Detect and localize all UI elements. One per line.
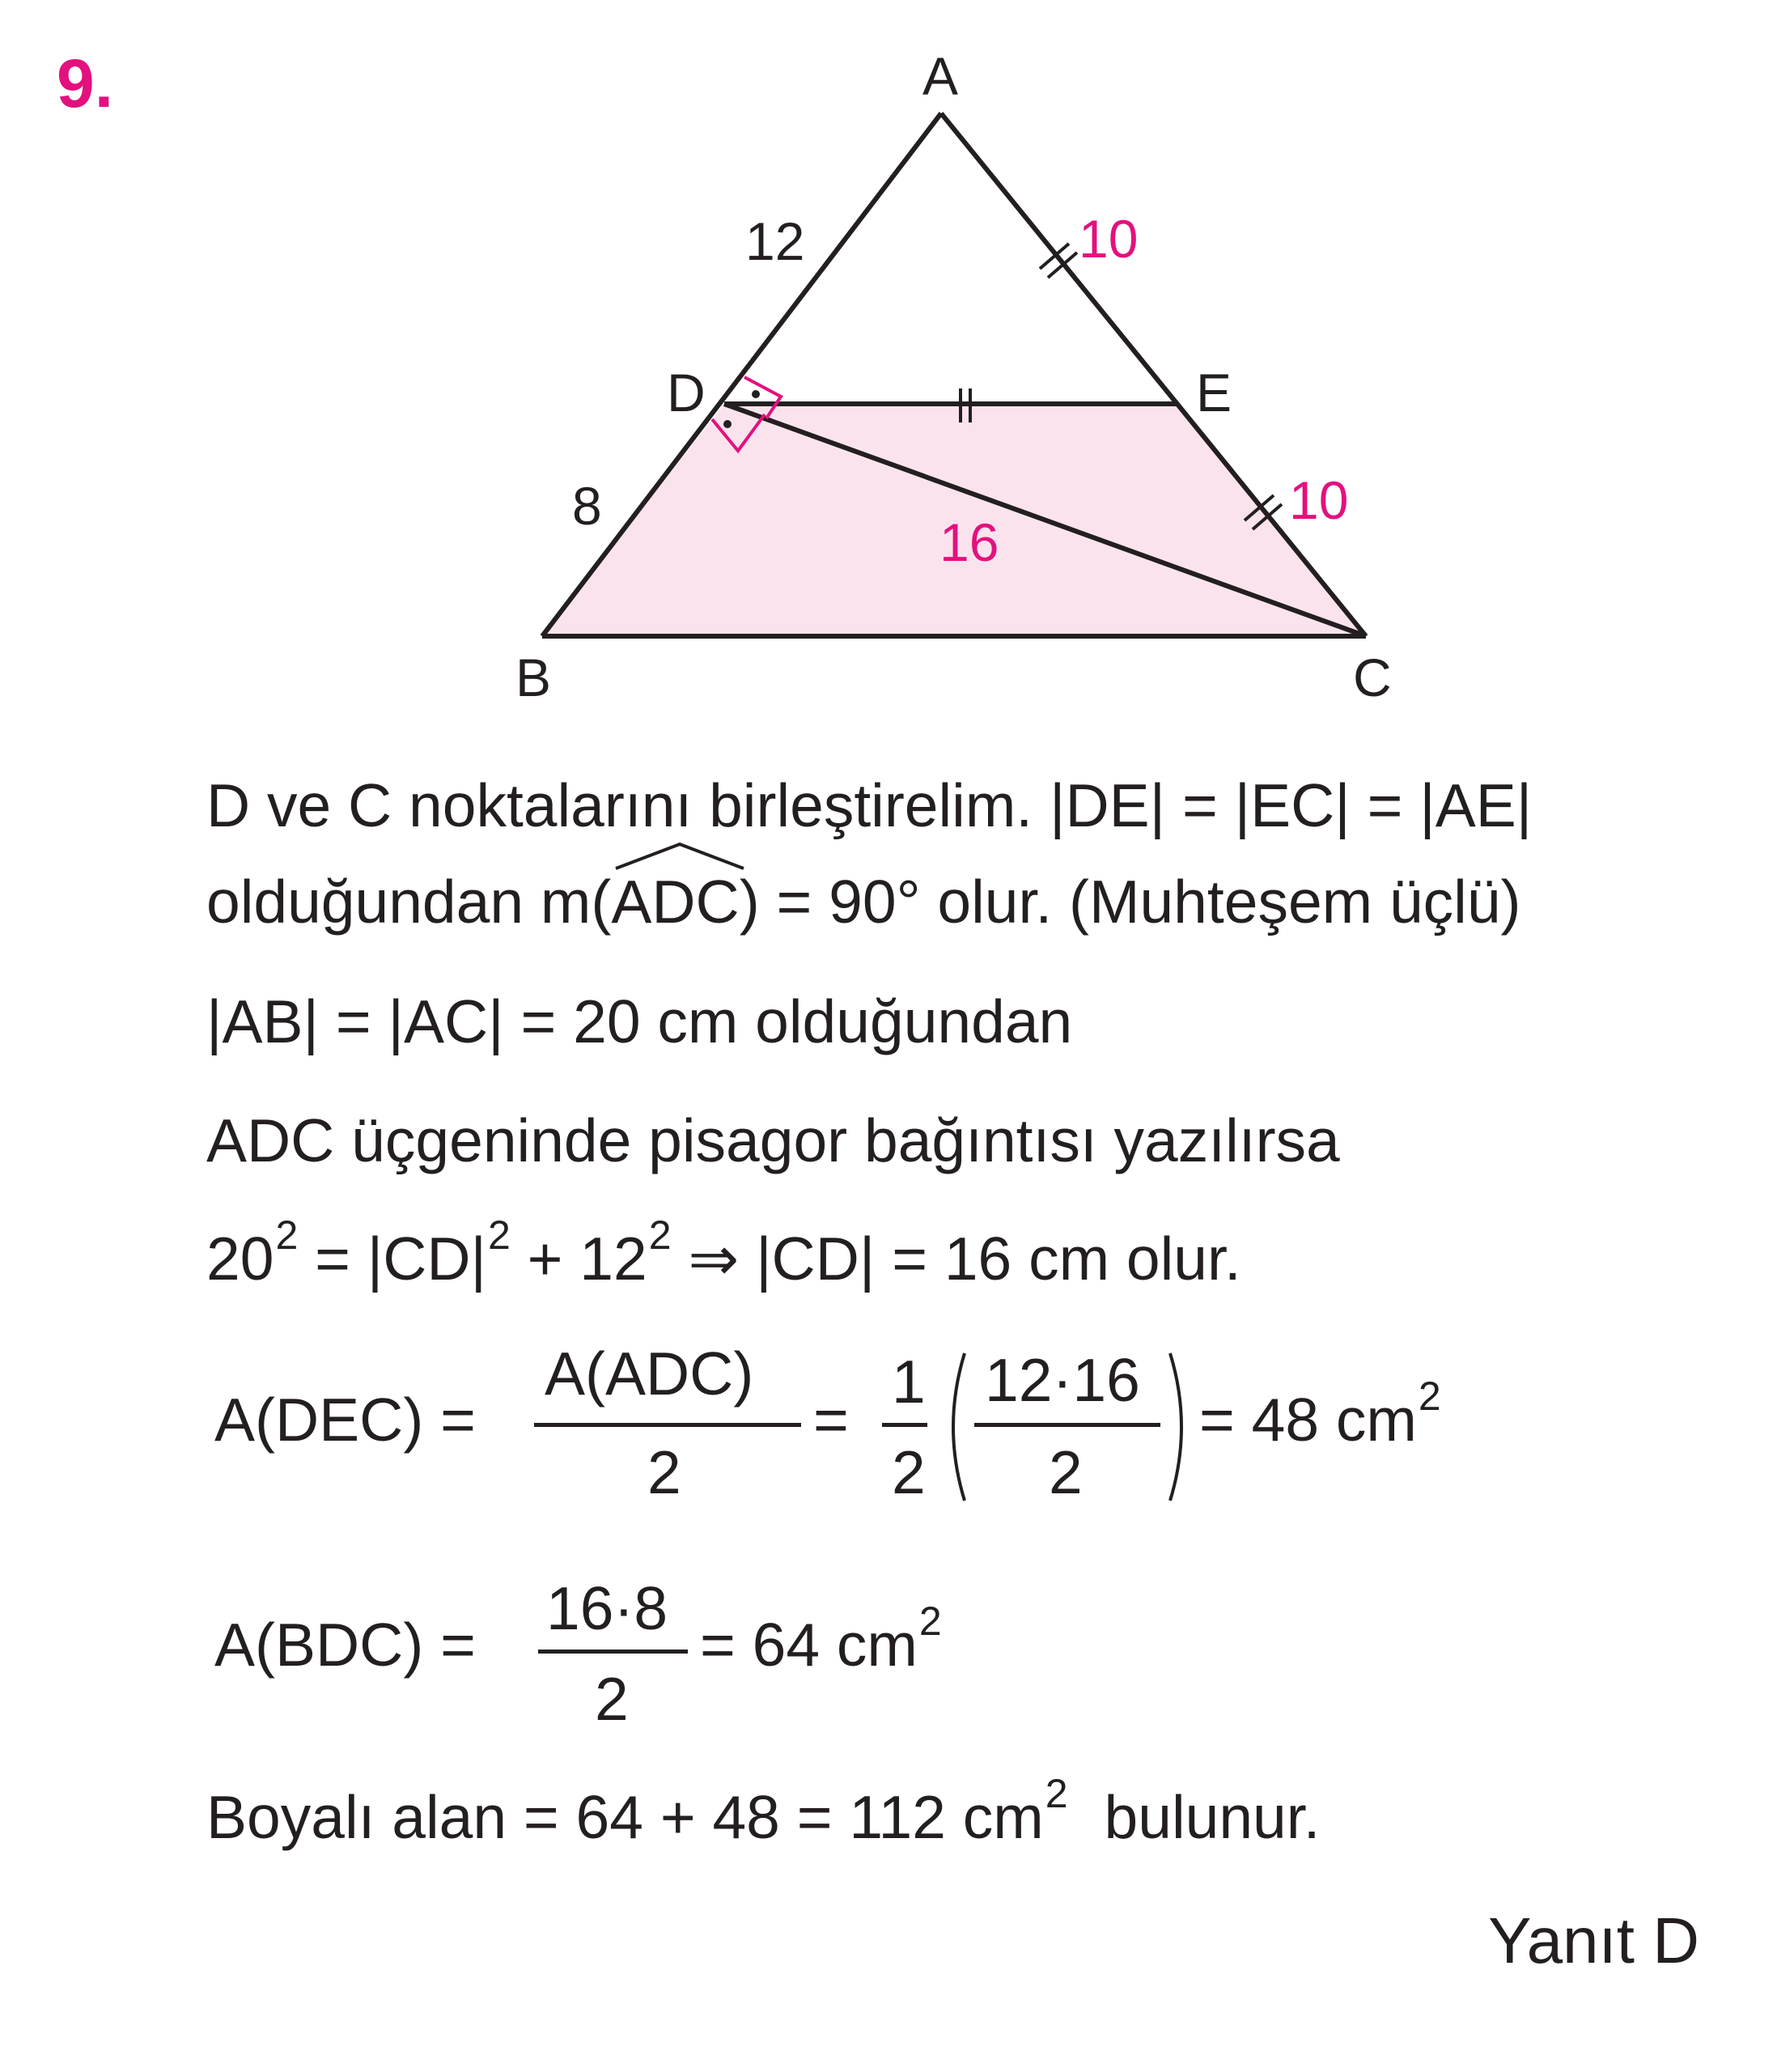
left-paren-icon [939, 1350, 971, 1504]
eq1-exp: 2 [1418, 1374, 1441, 1419]
line5-c: + 12 [510, 1225, 647, 1293]
line5-b: = |CD| [298, 1225, 487, 1293]
eq2-lhs: A(BDC) = [214, 1611, 476, 1679]
eq2-rhs-text: = 64 cm [700, 1611, 918, 1679]
eq2-den: 2 [595, 1665, 629, 1733]
length-EC: 10 [1289, 470, 1349, 530]
line5-a: 20 [206, 1225, 274, 1293]
right-angle-dot-1 [752, 390, 760, 398]
line5-exp-1: 2 [275, 1212, 299, 1258]
solution-line-2 [206, 868, 1521, 936]
length-DC: 16 [939, 512, 999, 572]
final-exp: 2 [1045, 1771, 1068, 1816]
solution-line-5 [206, 1212, 1241, 1293]
vertex-E: E [1196, 363, 1232, 422]
solution-line-1: D ve C noktalarını birleştirelim. |DE| = |EC| = |AE| [206, 771, 1533, 839]
right-angle-dot-2 [723, 420, 732, 428]
vertex-D: D [667, 363, 706, 422]
eq1-num3: 12·16 [985, 1346, 1140, 1414]
answer-label: Yanıt D [1488, 1904, 1699, 1976]
final-text: Boyalı alan = 64 + 48 = 112 cm [206, 1783, 1044, 1851]
line5-exp-3: 2 [648, 1212, 672, 1258]
eq1-rhs-text: = 48 cm [1199, 1386, 1417, 1454]
eq1-den3: 2 [1049, 1438, 1083, 1506]
angle-ADC-text: ADC [611, 868, 740, 936]
eq1-bar2 [882, 1423, 927, 1427]
eq2-bar [538, 1650, 688, 1654]
eq1-rhs [1199, 1374, 1441, 1454]
solution-line-4: ADC üçgeninde pisagor bağıntısı yazılırsa [206, 1106, 1340, 1174]
eq1-equal: = [813, 1386, 849, 1454]
solution-line-3: |AB| = |AC| = 20 cm olduğundan [206, 987, 1073, 1055]
question-number: 9. [57, 45, 114, 121]
vertex-A: A [922, 46, 959, 106]
line5-exp-2: 2 [488, 1212, 511, 1258]
eq1-bar1 [534, 1423, 801, 1427]
vertex-C: C [1353, 648, 1392, 707]
final-tail: bulunur. [1104, 1783, 1321, 1851]
eq1-num1: A(ADC) [545, 1340, 754, 1408]
length-DB: 8 [572, 476, 602, 536]
angle-hat-icon [611, 839, 749, 872]
line5-d: ⇒ |CD| = 16 cm olur. [671, 1225, 1241, 1293]
eq2-rhs [700, 1599, 942, 1679]
eq1-lhs: A(DEC) = [214, 1386, 476, 1454]
length-AD: 12 [745, 211, 805, 271]
solution-final-line [206, 1771, 1321, 1851]
eq1-den1: 2 [647, 1438, 681, 1506]
line2-post: ) = 90° olur. (Muhteşem üçlü) [739, 868, 1521, 936]
vertex-B: B [515, 648, 552, 707]
line2-pre: olduğundan m( [206, 868, 612, 936]
eq1-num2: 1 [892, 1348, 926, 1416]
eq1-bar3 [974, 1423, 1160, 1427]
triangle-figure [0, 0, 1777, 728]
angle-ADC [611, 868, 740, 936]
eq1-den2: 2 [892, 1438, 926, 1506]
right-paren-icon [1164, 1350, 1196, 1504]
eq2-exp: 2 [918, 1599, 942, 1644]
length-AE: 10 [1079, 209, 1139, 269]
eq2-num: 16·8 [546, 1574, 668, 1642]
